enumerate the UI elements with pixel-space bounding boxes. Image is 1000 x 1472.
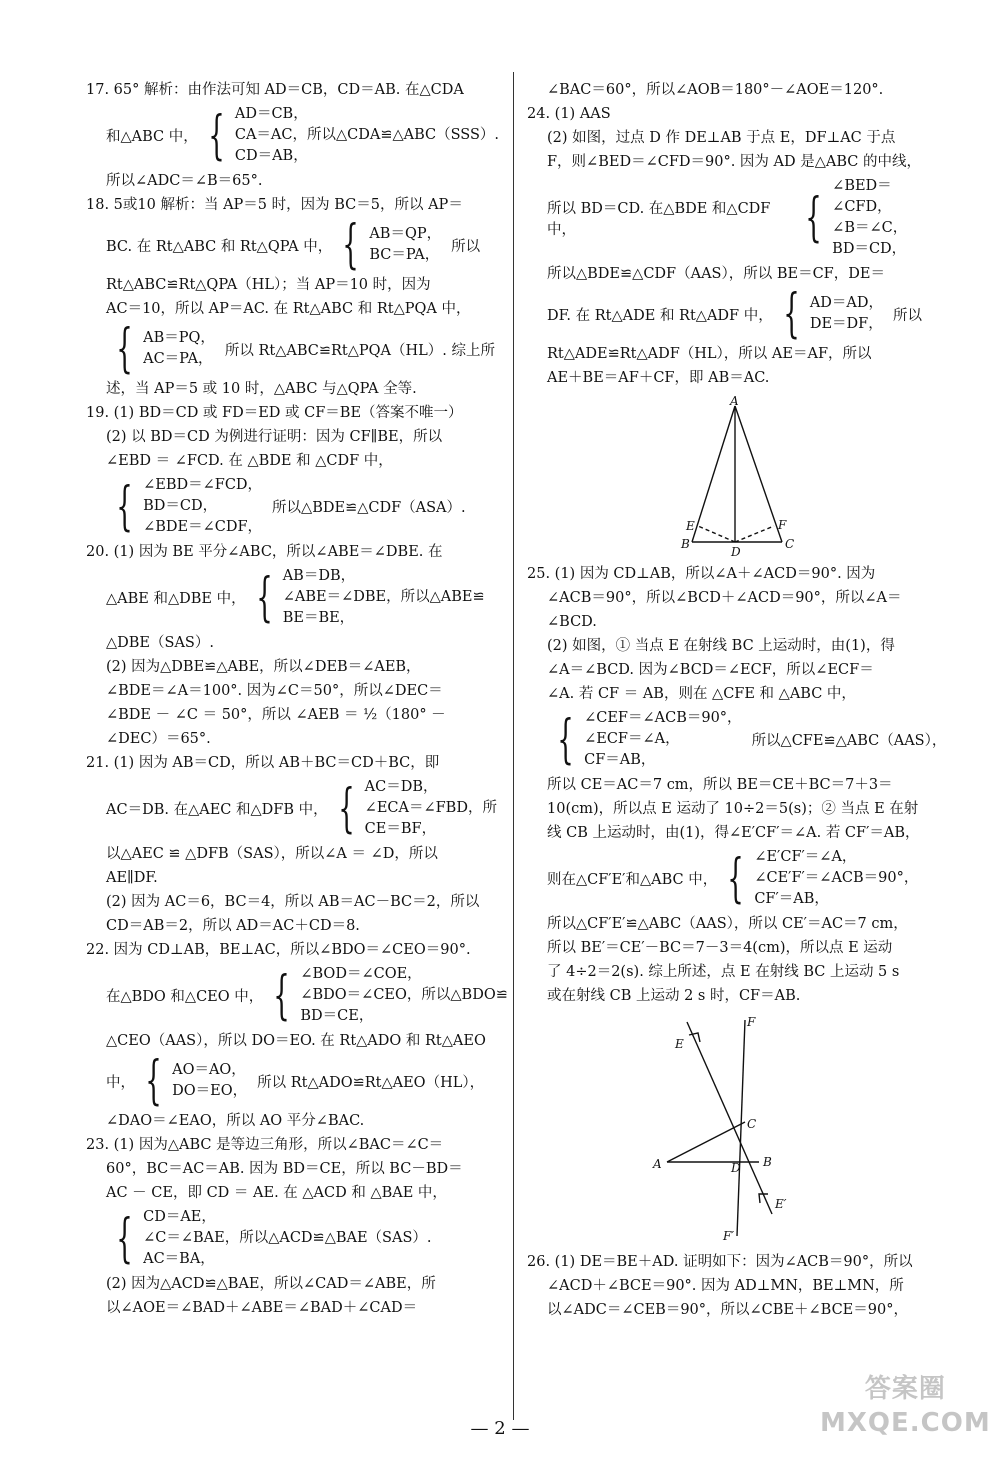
text-line: 所以△CF′E′≌△ABC（AAS），所以 CE′＝AC＝7 cm， xyxy=(547,916,908,932)
text-line: (2) 如图，① 当点 E 在射线 BC 上运动时，由(1)，得 xyxy=(547,638,895,654)
text-line: 中， xyxy=(106,1074,135,1091)
label-c: C xyxy=(747,1117,757,1131)
text-line: ∠BAC＝60°，所以∠AOB＝180°－∠AOE＝120°. xyxy=(547,82,884,98)
text-line: F，则∠BED＝∠CFD＝90°. 因为 AD 是△ABC 的中线， xyxy=(547,154,921,170)
text-line: 以∠ADC＝∠CEB＝90°，所以∠CBE＋∠BCE＝90°， xyxy=(547,1302,908,1318)
text-line: ∠BCD. xyxy=(547,614,597,630)
system-row: AD＝CB， xyxy=(234,106,308,122)
system-row: AD＝AD， xyxy=(809,295,884,311)
answer-18 xyxy=(86,193,510,401)
brace-icon: { xyxy=(337,778,355,839)
system-row: CD＝AB， xyxy=(234,148,308,164)
brace-icon: { xyxy=(782,284,800,344)
label-c: C xyxy=(785,537,795,551)
system-row: AB＝PQ， xyxy=(143,330,215,346)
brace-icon: { xyxy=(116,476,133,537)
brace-icon: { xyxy=(208,105,225,166)
answer-22 xyxy=(86,938,510,1133)
text-line: 所以 xyxy=(451,238,481,255)
equation-system xyxy=(86,475,510,538)
text-line: 26. (1) DE＝BE＋AD. 证明如下：因为∠ACB＝90°，所以 xyxy=(527,1254,913,1270)
equation-system xyxy=(86,319,510,379)
system-row: ∠B＝∠C， xyxy=(832,220,908,236)
text-line: 21. (1) 因为 AB＝CD，所以 AB＋BC＝CD＋BC，即 xyxy=(86,755,440,771)
text-line: 所以 BD＝CD. 在△BDE 和△CDF 中， xyxy=(547,201,771,238)
text-line: △CEO（AAS），所以 DO＝EO. 在 Rt△ADO 和 Rt△AEO xyxy=(106,1033,486,1049)
text-line: 所以△BDE≌△CDF（AAS），所以 BE＝CF，DE＝ xyxy=(547,266,885,282)
system-row: BD＝CD， xyxy=(832,241,907,257)
system-row: ∠CE′F′＝∠ACB＝90°， xyxy=(754,870,919,886)
system-row: BD＝CE， xyxy=(300,1008,374,1024)
system-row: CF＝AB， xyxy=(584,752,656,768)
text-line: AE＋BE＝AF＋CF，即 AB＝AC. xyxy=(547,370,770,386)
brace-icon: { xyxy=(273,965,291,1026)
system-row: DO＝EO， xyxy=(172,1083,248,1099)
text-line: 20. (1) 因为 BE 平分∠ABC，所以∠ABE＝∠DBE. 在 xyxy=(86,544,443,560)
text-line: ∠ACB＝90°，所以∠BCD＋∠ACD＝90°，所以∠A＝ xyxy=(547,590,902,606)
left-column xyxy=(86,78,510,1320)
text-line: 所以 Rt△ABC≌Rt△PQA（HL）. 综上所 xyxy=(224,342,496,359)
text-line: △ABE 和△DBE 中， xyxy=(106,591,246,607)
brace-icon: { xyxy=(557,709,574,770)
answer-17 xyxy=(86,78,510,193)
brace-icon: { xyxy=(727,848,745,909)
text-line: 所以△CFE≌△ABC（AAS）， xyxy=(751,733,947,749)
label-e-prime: E′ xyxy=(775,1197,787,1211)
label-a: A xyxy=(730,396,739,408)
system-row: CF′＝AB， xyxy=(754,891,829,907)
text-line: 所以 Rt△ADO≌Rt△AEO（HL）， xyxy=(257,1074,485,1091)
label-d: D xyxy=(731,545,741,556)
label-e: E xyxy=(675,1037,684,1051)
system-row: AB＝DB， xyxy=(282,568,356,584)
system-row: AB＝QP， xyxy=(369,226,442,242)
system-row: ∠BDO＝∠CEO，所以△BDO≌ xyxy=(300,987,508,1003)
system-row: ∠CEF＝∠ACB＝90°， xyxy=(584,710,742,726)
text-line: 或在射线 CB 上运动 2 s 时，CF＝AB. xyxy=(547,988,801,1004)
answer-23 xyxy=(86,1133,510,1320)
equation-system xyxy=(527,284,947,344)
text-line: ∠BDE＝∠A＝100°. 因为∠C＝50°，所以∠DEC＝ xyxy=(106,683,443,699)
watermark-url: MXQE.COM xyxy=(820,1408,991,1438)
system-row: ∠ECA＝∠FBD，所 xyxy=(364,800,497,816)
system-row: BE＝BE， xyxy=(282,610,355,626)
answer-25 xyxy=(527,562,947,1244)
answer-21 xyxy=(86,751,510,938)
system-row: ∠E′CF′＝∠A， xyxy=(754,849,857,865)
equation-system xyxy=(86,777,510,840)
system-row: ∠BED＝∠CFD， xyxy=(832,178,892,215)
system-row: ∠BDE＝∠CDF， xyxy=(143,519,263,535)
text-line: 10(cm)，所以点 E 运动了 10÷2＝5(s)；② 当点 E 在射 xyxy=(547,801,919,817)
text-line: ∠A＝∠BCD. 因为∠BCD＝∠ECF，所以∠ECF＝ xyxy=(547,662,874,678)
watermark-logo xyxy=(820,1372,991,1440)
system-row: CA＝AC，所以△CDA≌△ABC（SSS）. xyxy=(234,127,500,143)
system-row: CD＝AE， xyxy=(143,1209,216,1225)
system-row: ∠C＝∠BAE，所以△ACD≌△BAE（SAS）. xyxy=(143,1230,432,1246)
text-line: 和△ABC 中， xyxy=(106,129,198,145)
equation-system xyxy=(86,1051,510,1111)
text-line: ∠ACD＋∠BCE＝90°. 因为 AD⊥MN，BE⊥MN，所 xyxy=(547,1278,904,1294)
text-line: ∠DEC）＝65°. xyxy=(106,731,211,747)
text-line: Rt△ABC≌Rt△QPA（HL）；当 AP＝10 时，因为 xyxy=(106,277,431,293)
answer-20 xyxy=(86,540,510,751)
equation-system xyxy=(86,104,510,167)
label-f-prime: F′ xyxy=(723,1229,735,1243)
text-line: ∠DAO＝∠EAO，所以 AO 平分∠BAC. xyxy=(106,1113,365,1129)
text-line: △DBE（SAS）. xyxy=(106,635,214,651)
text-line: 所以 CE＝AC＝7 cm，所以 BE＝CE＋BC＝7＋3＝ xyxy=(547,777,893,793)
text-line: ∠A. 若 CF ＝ AB，则在 △CFE 和 △ABC 中， xyxy=(547,686,856,702)
page-number: — 2 — xyxy=(470,1418,530,1439)
equation-system xyxy=(527,847,947,910)
answer-24 xyxy=(527,102,947,556)
text-line: 24. (1) AAS xyxy=(527,106,611,122)
equation-system xyxy=(527,176,947,260)
text-line: AC＝DB. 在△AEC 和△DFB 中， xyxy=(106,802,328,818)
label-b: B xyxy=(681,537,690,551)
label-a: A xyxy=(653,1157,662,1171)
watermark-text: 答案圈 xyxy=(864,1374,946,1404)
system-row: AC＝BA， xyxy=(143,1251,215,1267)
answer-26 xyxy=(527,1250,947,1322)
equation-system xyxy=(86,1207,510,1270)
text-line: 所以 xyxy=(893,307,923,324)
label-b: B xyxy=(763,1155,772,1169)
system-row: ∠ECF＝∠A， xyxy=(584,731,680,747)
equation-system xyxy=(86,566,510,629)
text-line: (2) 因为 AC＝6，BC＝4，所以 AB＝AC－BC＝2，所以 xyxy=(106,894,480,910)
text-line: 则在△CF′E′和△ABC 中， xyxy=(547,872,718,888)
text-line: 17. 65° 解析：由作法可知 AD＝CB，CD＝AB. 在△CDA xyxy=(86,82,464,98)
text-line: 22. 因为 CD⊥AB，BE⊥AC，所以∠BDO＝∠CEO＝90°. xyxy=(86,942,471,958)
text-line: 在△BDO 和△CEO 中， xyxy=(106,989,264,1005)
text-line: (2) 如图，过点 D 作 DE⊥AB 于点 E，DF⊥AC 于点 xyxy=(547,130,896,146)
text-line: 18. 5或10 解析：当 AP＝5 时，因为 BC＝5，所以 AP＝ xyxy=(86,197,463,213)
text-line: AC － CE，即 CD ＝ AE. 在 △ACD 和 △BAE 中， xyxy=(106,1185,447,1201)
text-line: Rt△ADE≌Rt△ADF（HL），所以 AE＝AF，所以 xyxy=(547,346,872,362)
system-row: AC＝DB， xyxy=(364,779,438,795)
system-row: ∠EBD＝∠FCD， xyxy=(143,477,263,493)
text-line: (2) 以 BD＝CD 为例进行证明：因为 CF∥BE，所以 xyxy=(106,429,443,445)
label-e: E xyxy=(686,519,695,533)
system-row: AC＝PA， xyxy=(143,351,213,367)
system-row: BC＝PA， xyxy=(369,247,440,263)
equation-system xyxy=(86,964,510,1027)
equation-system xyxy=(86,215,510,275)
text-line: 了 4÷2＝2(s). 综上所述，点 E 在射线 BC 上运动 5 s xyxy=(547,964,900,980)
system-row: CE＝BF， xyxy=(364,821,437,837)
brace-icon: { xyxy=(342,215,360,275)
brace-icon: { xyxy=(255,567,273,628)
text-line: 19. (1) BD＝CD 或 FD＝ED 或 CF＝BE（答案不唯一） xyxy=(86,405,463,421)
text-line: 25. (1) 因为 CD⊥AB，所以∠A＋∠ACD＝90°. 因为 xyxy=(527,566,876,582)
system-row: BD＝CD， xyxy=(143,498,218,514)
right-column xyxy=(527,78,947,1322)
text-line: AE∥DF. xyxy=(106,870,158,886)
triangle-figure-24 xyxy=(672,396,802,556)
system-row: ∠ABE＝∠DBE，所以△ABE≌ xyxy=(282,589,485,605)
system-row: AO＝AO， xyxy=(172,1062,246,1078)
text-line: ∠BDE － ∠C ＝ 50°，所以 ∠AEB ＝ ½（180° － xyxy=(106,707,446,723)
text-line: BC. 在 Rt△ABC 和 Rt△QPA 中， xyxy=(106,238,333,255)
text-line: DF. 在 Rt△ADE 和 Rt△ADF 中， xyxy=(547,307,773,324)
text-line: 述，当 AP＝5 或 10 时，△ABC 与△QPA 全等. xyxy=(106,381,417,397)
brace-icon: { xyxy=(805,188,822,248)
text-line: (2) 因为△DBE≌△ABE，所以∠DEB＝∠AEB， xyxy=(106,659,421,675)
label-d: D xyxy=(731,1161,741,1175)
text-line: 所以 BE′＝CE′－BC＝7－3＝4(cm)，所以点 E 运动 xyxy=(547,940,893,956)
text-line: AC＝10，所以 AP＝AC. 在 Rt△ABC 和 Rt△PQA 中， xyxy=(106,301,471,317)
text-line: (2) 因为△ACD≌△BAE，所以∠CAD＝∠ABE，所 xyxy=(106,1276,436,1292)
brace-icon: { xyxy=(145,1051,162,1111)
text-line: 以∠AOE＝∠BAD＋∠ABE＝∠BAD＋∠CAD＝ xyxy=(106,1300,418,1316)
text-line: 所以∠ADC＝∠B＝65°. xyxy=(106,173,263,189)
text-line: 23. (1) 因为△ABC 是等边三角形，所以∠BAC＝∠C＝ xyxy=(86,1137,444,1153)
answer-19 xyxy=(86,401,510,538)
column-divider xyxy=(513,72,514,1420)
brace-icon: { xyxy=(116,319,133,379)
text-line: 线 CB 上运动时，由(1)，得∠E′CF′＝∠A. 若 CF′＝AB， xyxy=(547,825,920,841)
system-row: ∠BOD＝∠COE， xyxy=(300,966,422,982)
equation-system xyxy=(527,708,947,771)
brace-icon: { xyxy=(116,1208,133,1269)
text-line: ∠EBD ＝ ∠FCD. 在 △BDE 和 △CDF 中， xyxy=(106,453,393,469)
system-row: DE＝DF， xyxy=(809,316,883,332)
text-line: 以△AEC ≌ △DFB（SAS），所以∠A ＝ ∠D，所以 xyxy=(106,846,438,862)
text-line: 60°，BC＝AC＝AB. 因为 BD＝CE，所以 BC－BD＝ xyxy=(106,1161,463,1177)
text-line: 所以△BDE≌△CDF（ASA）. xyxy=(272,500,466,516)
line-figure-25 xyxy=(647,1014,827,1244)
text-line: CD＝AB＝2，所以 AD＝AC＋CD＝8. xyxy=(106,918,360,934)
label-f: F xyxy=(747,1015,756,1029)
label-f: F xyxy=(778,518,787,532)
